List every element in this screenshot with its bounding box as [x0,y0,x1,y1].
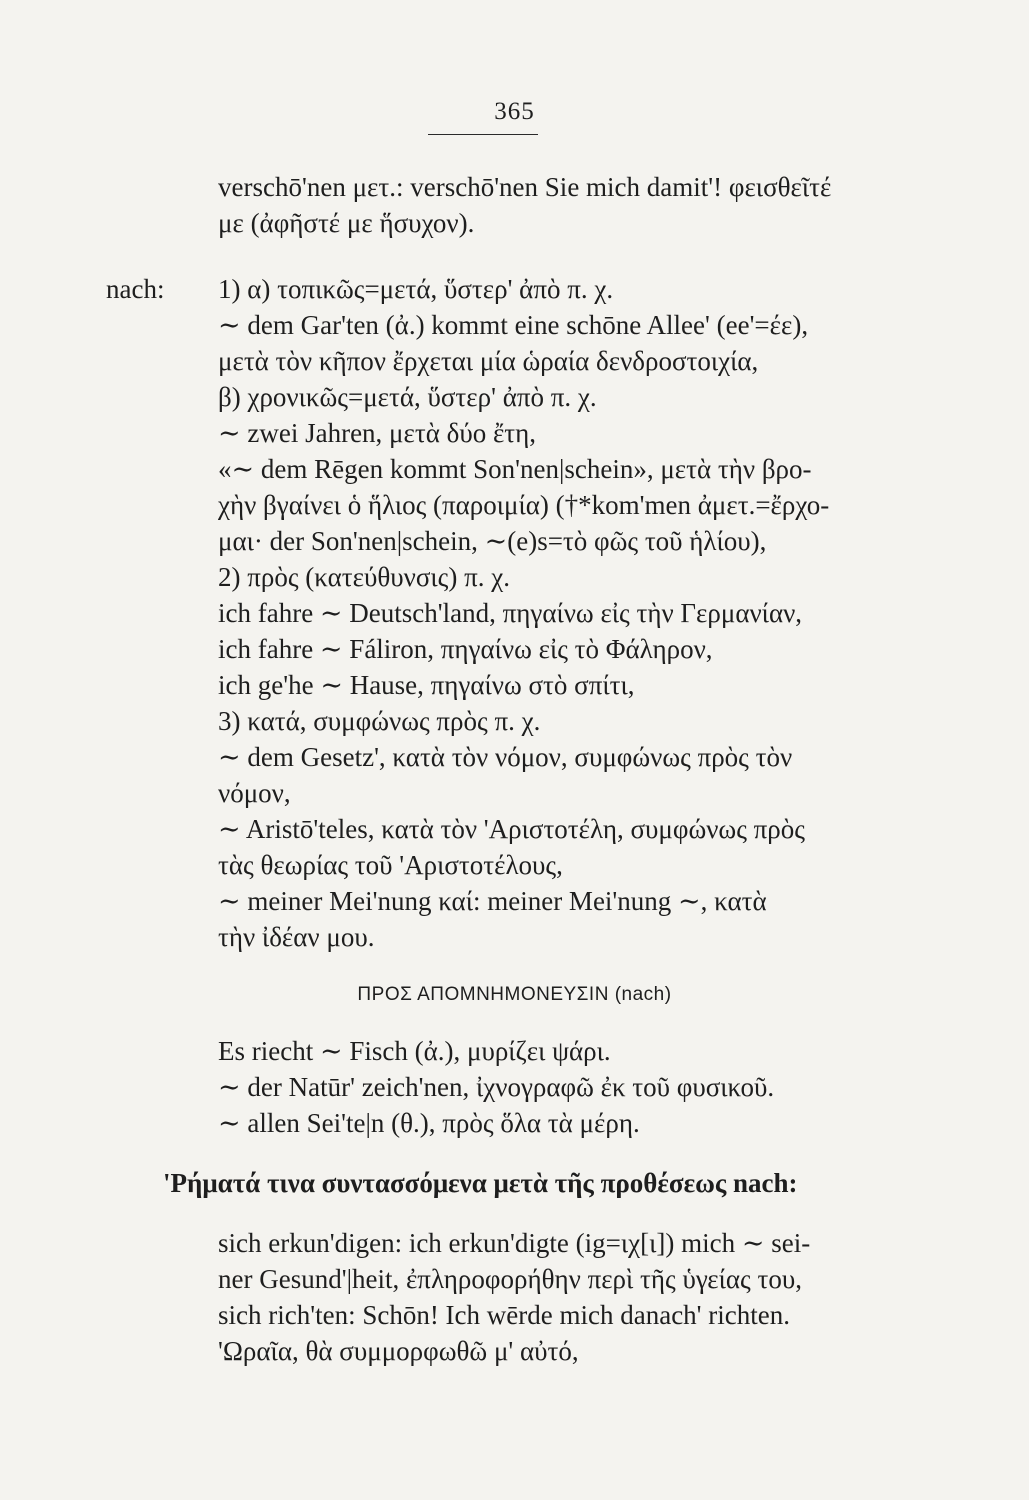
nach-line: ich ge'he ∼ Hause, πηγαίνω στὸ σπίτι, [218,670,635,700]
verbs-line: sich rich'ten: Schōn! Ich wērde mich danach' richten. [218,1300,791,1330]
nach-line: μαι· der Son'nen|schein, ∼(e)s=τὸ φῶς τοῦ ἡλίου), [218,526,767,556]
verbs-line: 'Ωραῖα, θὰ συμμορφωθῶ μ' αὐτό, [218,1336,579,1366]
verbs-line: ner Gesund'|heit, ἐπληροφορήθην περὶ τῆς ὑγείας του, [218,1264,802,1294]
nach-line: τὴν ἰδέαν μου. [218,922,375,952]
nach-line: β) χρονικῶς=μετά, ὕστερ' ἀπὸ π. χ. [218,382,597,412]
nach-line: ∼ Aristō'teles, κατὰ τὸν 'Αριστοτέλη, συμφώνως πρὸς [218,814,805,844]
nach-line: νόμον, [218,778,291,808]
nach-line: 2) πρὸς (κατεύθυνσις) π. χ. [218,562,510,592]
nach-line: ∼ meiner Mei'nung καί: meiner Mei'nung ∼, κατὰ [218,886,767,916]
nach-line: ∼ zwei Jahren, μετὰ δύο ἔτη, [218,418,537,448]
nach-line: «∼ dem Rēgen kommt Son'nen|schein», μετὰ τὴν βρο- [218,454,812,484]
memo-line: ∼ allen Sei'te|n (θ.), πρὸς ὅλα τὰ μέρη. [218,1108,640,1138]
nach-line: ∼ dem Gesetz', κατὰ τὸν νόμον, συμφώνως πρὸς τὸν [218,742,793,772]
verbs-line: sich erkun'digen: ich erkun'digte (ig=ιχ[ι]) mich ∼ sei- [218,1228,811,1258]
intro-line: verschō'nen μετ.: verschō'nen Sie mich damit'! φεισθεῖτέ [218,172,832,202]
nach-line: μετὰ τὸν κῆπον ἔρχεται μία ὡραία δενδροστοιχία, [218,346,759,376]
nach-line: 3) κατά, συμφώνως πρὸς π. χ. [218,706,541,736]
page-number-rule [428,134,538,135]
nach-line: ∼ dem Gar'ten (ἀ.) kommt eine schōne Allee' (ee'=έε), [218,310,809,340]
intro-line: με (ἀφῆστέ με ἥσυχον). [218,208,475,238]
nach-line: ich fahre ∼ Deutsch'land, πηγαίνω εἰς τὴν Γερμανίαν, [218,598,803,628]
nach-line: ich fahre ∼ Fáliron, πηγαίνω εἰς τὸ Φάληρον, [218,634,713,664]
memo-heading: ΠΡΟΣ ΑΠΟΜΝΗΜΟΝΕΥΣΙΝ (nach) [357,984,672,1005]
verbs-heading: 'Ρήματά τινα συντασσόμενα μετὰ τῆς προθέσεως nach: [163,1168,798,1198]
memo-line: Es riecht ∼ Fisch (ἀ.), μυρίζει ψάρι. [218,1036,611,1066]
nach-label: nach: [106,274,165,304]
page-number: 365 [494,98,535,125]
memo-line: ∼ der Natūr' zeich'nen, ἰχνογραφῶ ἐκ τοῦ φυσικοῦ. [218,1072,775,1102]
nach-line: χὴν βγαίνει ὁ ἥλιος (παροιμία) (†*kom'men ἀμετ.=ἔρχο- [218,490,830,520]
nach-line: 1) α) τοπικῶς=μετά, ὕστερ' ἀπὸ π. χ. [218,274,614,304]
nach-line: τὰς θεωρίας τοῦ 'Αριστοτέλους, [218,850,563,880]
